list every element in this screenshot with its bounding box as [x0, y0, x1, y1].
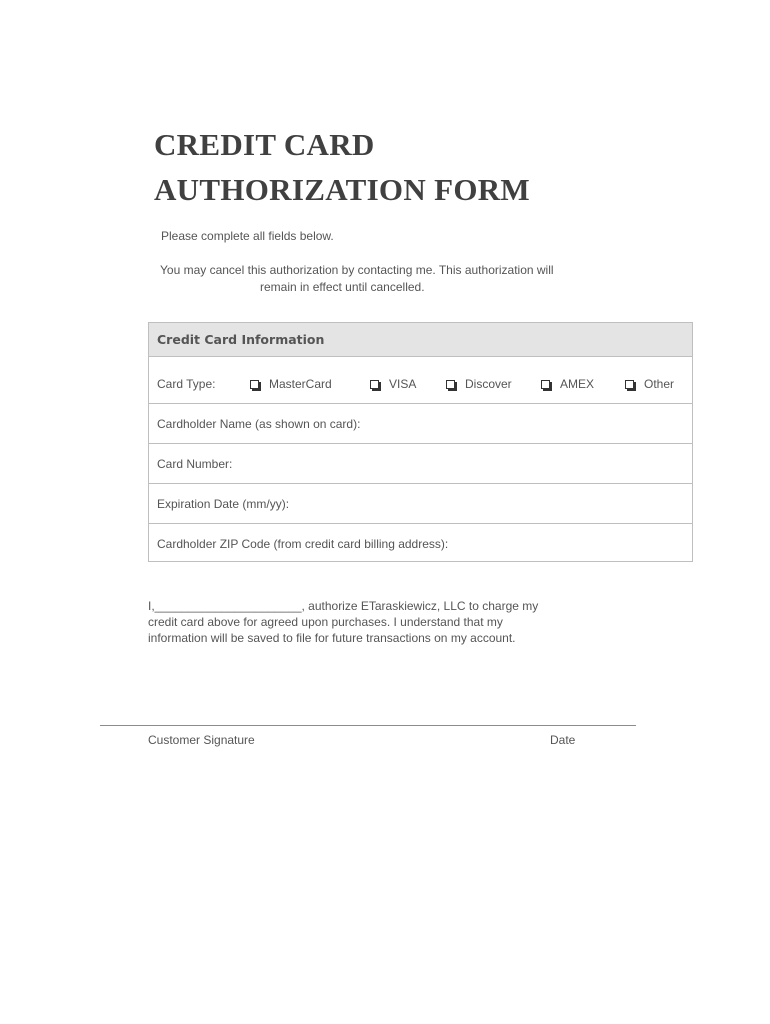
- card-type-option-label: MasterCard: [269, 377, 332, 391]
- checkbox-icon[interactable]: [446, 380, 455, 389]
- card-number-field[interactable]: [149, 444, 692, 484]
- cardholder-name-field[interactable]: [149, 404, 692, 444]
- zip-code-field[interactable]: [149, 524, 692, 564]
- authorization-line-1: I,______________________, authorize ETaraskiewicz, LLC to charge my: [148, 599, 539, 613]
- card-type-label: Card Type:: [157, 377, 216, 391]
- form-title: [154, 122, 530, 212]
- card-number-label: Card Number:: [157, 457, 233, 471]
- card-type-option-label: Other: [644, 377, 675, 391]
- checkbox-icon[interactable]: [370, 380, 379, 389]
- form-title-line-1: CREDIT CARD: [154, 127, 375, 162]
- card-type-option-label: Discover: [465, 377, 512, 391]
- date-label: Date: [550, 733, 576, 747]
- authorization-statement: [148, 598, 568, 646]
- customer-signature-label: Customer Signature: [148, 733, 255, 747]
- form-title-line-2: AUTHORIZATION FORM: [154, 172, 530, 207]
- cardholder-name-label: Cardholder Name (as shown on card):: [157, 417, 361, 431]
- card-type-option-label: AMEX: [560, 377, 595, 391]
- authorization-line-2: credit card above for agreed upon purchases. I understand that my: [148, 615, 503, 629]
- signature-line[interactable]: [100, 725, 636, 726]
- credit-card-info-table: [148, 322, 693, 562]
- card-type-option-label: VISA: [389, 377, 417, 391]
- checkbox-icon[interactable]: [625, 380, 634, 389]
- expiration-date-field[interactable]: [149, 484, 692, 524]
- authorization-line-3: information will be saved to file for future transactions on my account.: [148, 631, 516, 645]
- instructions-text: Please complete all fields below.: [161, 229, 334, 243]
- zip-code-label: Cardholder ZIP Code (from credit card billing address):: [157, 537, 449, 551]
- expiration-date-label: Expiration Date (mm/yy):: [157, 497, 290, 511]
- checkbox-icon[interactable]: [250, 380, 259, 389]
- checkbox-icon[interactable]: [541, 380, 550, 389]
- cancellation-notice-line-1: You may cancel this authorization by contacting me. This authorization will: [160, 263, 554, 277]
- cancellation-notice-line-2: remain in effect until cancelled.: [260, 280, 425, 294]
- credit-card-info-header: Credit Card Information: [149, 323, 692, 357]
- cancellation-notice: [160, 262, 590, 296]
- card-type-row: [149, 357, 692, 404]
